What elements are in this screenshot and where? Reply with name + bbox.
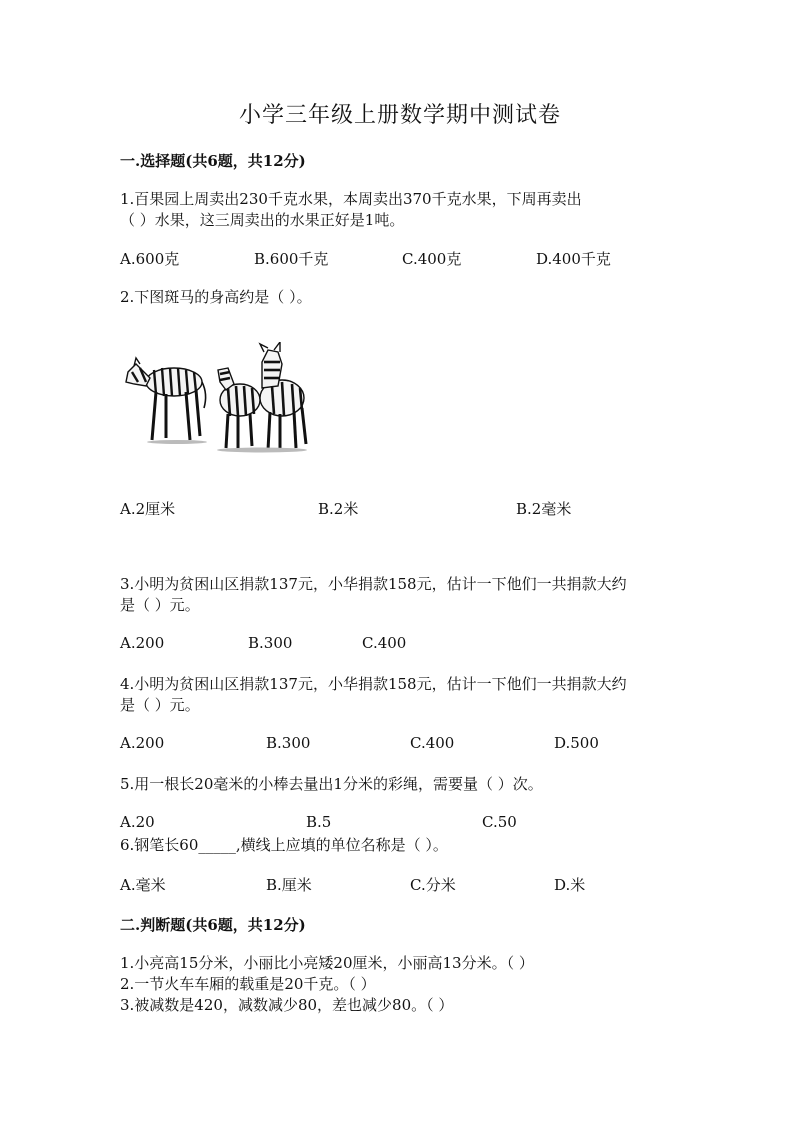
question-2-text: 2.下图斑马的身高约是（ ）。 <box>120 288 312 306</box>
option-b-2: B.2毫米 <box>516 500 572 518</box>
question-4-options <box>120 734 680 754</box>
question-1-options <box>120 248 680 268</box>
option-c: C.400 <box>410 734 455 752</box>
option-b: B.5 <box>306 813 332 831</box>
zebras-image <box>122 342 312 454</box>
question-6-text: 6.钢笔长60_____,横线上应填的单位名称是（ ）。 <box>120 836 448 854</box>
option-d: D.米 <box>554 876 586 894</box>
zebra-left-icon <box>126 358 206 440</box>
option-c: C.400克 <box>402 250 462 268</box>
option-b: B.300 <box>248 634 293 652</box>
question-1-line-1: 1.百果园上周卖出230千克水果，本周卖出370千克水果，下周再卖出 <box>120 190 582 208</box>
question-5-options <box>120 813 680 833</box>
option-b: B.600千克 <box>254 250 329 268</box>
question-6-options <box>120 874 680 894</box>
option-a: A.毫米 <box>120 876 166 894</box>
section-heading-judge: 二.判断题(共6题，共12分) <box>120 916 306 934</box>
option-c: C.400 <box>362 634 407 652</box>
option-a: A.200 <box>120 634 165 652</box>
option-c: C.分米 <box>410 876 456 894</box>
page-title: 小学三年级上册数学期中测试卷 <box>238 103 561 128</box>
option-b: B.厘米 <box>266 876 312 894</box>
question-4-line-2: 是（ ）元。 <box>120 696 200 714</box>
option-d: D.500 <box>554 734 599 752</box>
judge-item-2: 2.一节火车车厢的载重是20千克。（ ） <box>120 975 376 993</box>
judge-item-1: 1.小亮高15分米，小丽比小亮矮20厘米，小丽高13分米。（ ） <box>120 954 534 972</box>
option-b: B.300 <box>266 734 311 752</box>
question-3-options <box>120 634 680 654</box>
option-a: A.200 <box>120 734 165 752</box>
option-a: A.20 <box>120 813 155 831</box>
question-3-line-2: 是（ ）元。 <box>120 596 200 614</box>
question-2-options <box>120 498 680 518</box>
option-a: A.600克 <box>120 250 180 268</box>
option-b: B.2米 <box>318 500 359 518</box>
question-3-line-1: 3.小明为贫困山区捐款137元，小华捐款158元，估计一下他们一共捐款大约 <box>120 575 627 593</box>
zebra-right-icon <box>260 342 306 450</box>
question-5-text: 5.用一根长20毫米的小棒去量出1分米的彩绳，需要量（ ）次。 <box>120 775 543 793</box>
question-4-line-1: 4.小明为贫困山区捐款137元，小华捐款158元，估计一下他们一共捐款大约 <box>120 675 627 693</box>
section-heading-choice: 一.选择题(共6题，共12分) <box>120 152 306 170</box>
zebra-middle-icon <box>218 368 260 448</box>
question-1-line-2: （ ）水果，这三周卖出的水果正好是1吨。 <box>120 211 405 229</box>
option-d: D.400千克 <box>536 250 611 268</box>
option-a: A.2厘米 <box>120 500 176 518</box>
option-c: C.50 <box>482 813 517 831</box>
judge-item-3: 3.被减数是420，减数减少80，差也减少80。（ ） <box>120 996 454 1014</box>
